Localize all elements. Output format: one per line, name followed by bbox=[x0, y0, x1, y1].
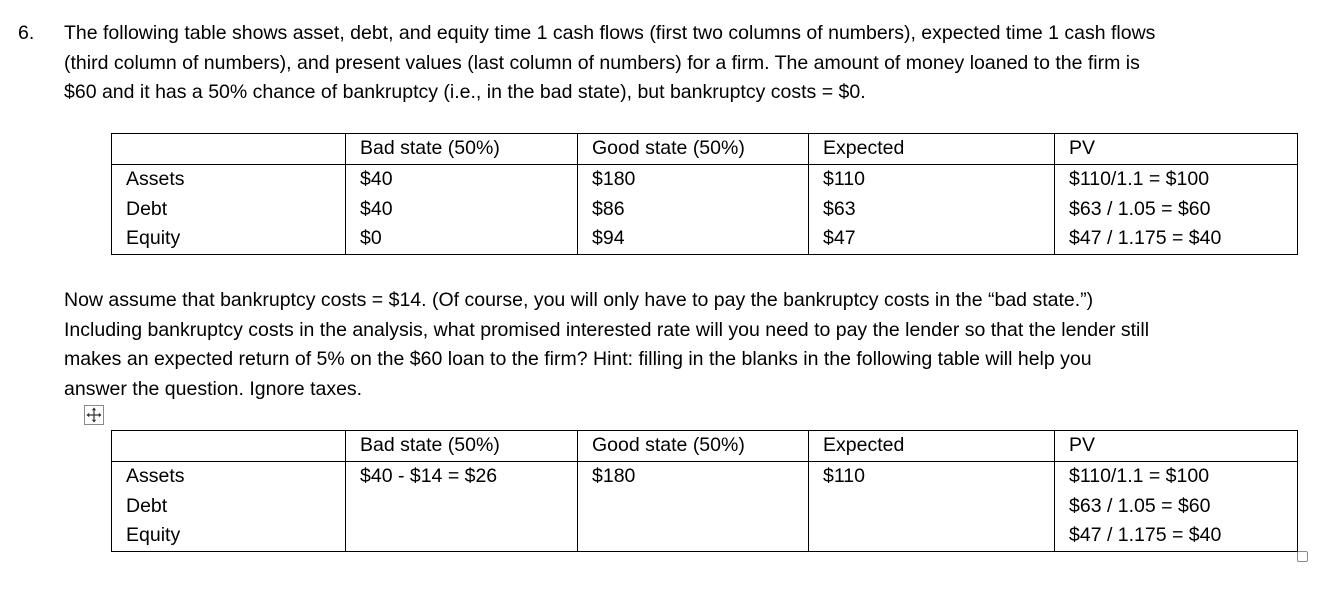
table-cell[interactable]: $86 bbox=[578, 195, 809, 225]
intro-line: $60 and it has a 50% chance of bankruptcy (i.e., in the bad state), but bankruptcy costs = $0. bbox=[64, 81, 866, 103]
followup-line: makes an expected return of 5% on the $60 loan to the firm? Hint: filling in the blanks in the following table will help you bbox=[64, 348, 1092, 370]
blank-cell[interactable] bbox=[578, 521, 809, 551]
table-cell[interactable]: $47 bbox=[809, 224, 1055, 254]
table-header-row bbox=[112, 431, 1298, 462]
table-cell[interactable]: $180 bbox=[578, 165, 809, 195]
cashflow-table-with-bankruptcy-costs bbox=[111, 430, 1298, 552]
followup-line: Including bankruptcy costs in the analysis, what promised interested rate will you need to pay the lender so that the lender still bbox=[64, 318, 1150, 341]
table-cell[interactable]: $180 bbox=[578, 462, 809, 492]
table-cell[interactable]: $47 / 1.175 = $40 bbox=[1055, 224, 1298, 254]
table-row-assets bbox=[112, 462, 1298, 492]
cashflow-table-no-bankruptcy-costs bbox=[111, 133, 1298, 255]
column-header-expected[interactable]: Expected bbox=[809, 134, 1055, 165]
table-row-equity bbox=[112, 521, 1298, 551]
table-move-handle-icon[interactable] bbox=[84, 405, 104, 425]
table-cell[interactable]: $63 bbox=[809, 195, 1055, 225]
table-row-assets bbox=[112, 165, 1298, 195]
table-cell[interactable]: $63 / 1.05 = $60 bbox=[1055, 195, 1298, 225]
column-header-good-state[interactable]: Good state (50%) bbox=[578, 431, 809, 462]
blank-cell[interactable] bbox=[346, 492, 578, 522]
table-cell[interactable]: $94 bbox=[578, 224, 809, 254]
table-cell[interactable]: $110/1.1 = $100 bbox=[1055, 462, 1298, 492]
column-header-pv[interactable]: PV bbox=[1055, 134, 1298, 165]
blank-cell[interactable] bbox=[578, 492, 809, 522]
column-header-bad-state[interactable]: Bad state (50%) bbox=[346, 431, 578, 462]
blank-cell[interactable] bbox=[809, 492, 1055, 522]
column-header-good-state[interactable]: Good state (50%) bbox=[578, 134, 809, 165]
row-label-debt[interactable]: Debt bbox=[112, 195, 346, 225]
table-cell[interactable]: $110 bbox=[809, 462, 1055, 492]
row-label-assets[interactable]: Assets bbox=[112, 165, 346, 195]
table-row-equity bbox=[112, 224, 1298, 254]
table-row-debt bbox=[112, 195, 1298, 225]
row-label-assets[interactable]: Assets bbox=[112, 462, 346, 492]
table-cell[interactable]: $110/1.1 = $100 bbox=[1055, 165, 1298, 195]
table-cell[interactable] bbox=[112, 431, 346, 462]
followup-line: answer the question. Ignore taxes. bbox=[64, 377, 363, 400]
table-cell[interactable]: $47 / 1.175 = $40 bbox=[1055, 521, 1298, 551]
table-cell[interactable]: $110 bbox=[809, 165, 1055, 195]
table-header-row bbox=[112, 134, 1298, 165]
question-intro bbox=[64, 19, 1155, 108]
row-label-debt[interactable]: Debt bbox=[112, 492, 346, 522]
column-header-pv[interactable]: PV bbox=[1055, 431, 1298, 462]
column-header-bad-state[interactable]: Bad state (50%) bbox=[346, 134, 578, 165]
table-cell[interactable]: $40 - $14 = $26 bbox=[346, 462, 578, 492]
table-resize-handle-icon[interactable] bbox=[1297, 551, 1308, 562]
table-cell[interactable]: $40 bbox=[346, 195, 578, 225]
column-header-expected[interactable]: Expected bbox=[809, 431, 1055, 462]
table-cell[interactable] bbox=[112, 134, 346, 165]
table-cell[interactable]: $63 / 1.05 = $60 bbox=[1055, 492, 1298, 522]
followup-line: Now assume that bankruptcy costs = $14. (Of course, you will only have to pay the bankruptcy costs in the “bad state.”) bbox=[64, 289, 1094, 311]
question-followup bbox=[64, 286, 1149, 404]
table-cell[interactable]: $0 bbox=[346, 224, 578, 254]
question-number: 6. bbox=[18, 22, 35, 44]
table-cell[interactable]: $40 bbox=[346, 165, 578, 195]
intro-line: (third column of numbers), and present values (last column of numbers) for a firm. The amount of money loaned to the firm is bbox=[64, 51, 1140, 74]
blank-cell[interactable] bbox=[809, 521, 1055, 551]
four-way-arrow-icon bbox=[85, 406, 103, 424]
intro-line: The following table shows asset, debt, and equity time 1 cash flows (first two columns of numbers), expected time 1 cash flows bbox=[64, 22, 1156, 44]
row-label-equity[interactable]: Equity bbox=[112, 521, 346, 551]
blank-cell[interactable] bbox=[346, 521, 578, 551]
table-row-debt bbox=[112, 492, 1298, 522]
row-label-equity[interactable]: Equity bbox=[112, 224, 346, 254]
